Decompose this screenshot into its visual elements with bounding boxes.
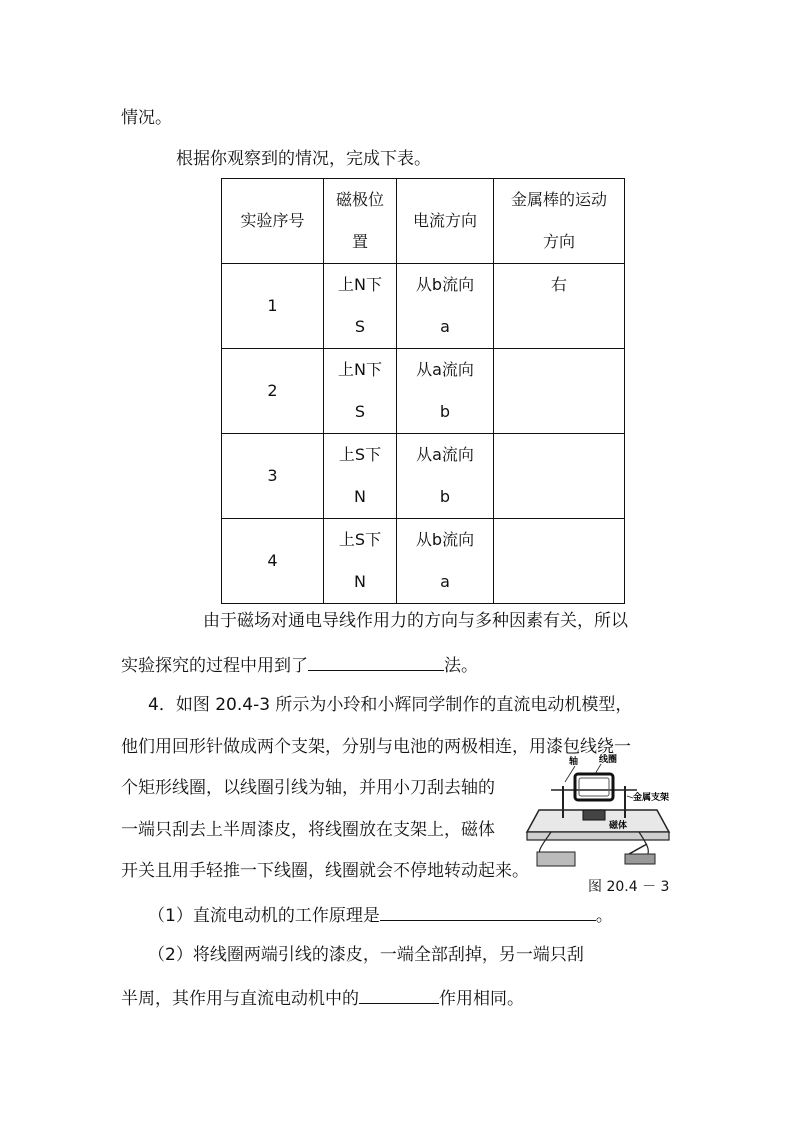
table-cell[interactable] bbox=[494, 349, 625, 434]
text-para1-line2-b: 法。 bbox=[444, 656, 478, 676]
text-q4-line5: 开关且用手轻推一下线圈，线圈就会不停地转动起来。 bbox=[121, 861, 529, 881]
header-cell: 金属棒的运动 方向 bbox=[494, 179, 625, 264]
text-q4-line2: 他们用回形针做成两个支架，分别与电池的两极相连，用漆包线绕一 bbox=[121, 737, 631, 757]
answer-blank-method[interactable] bbox=[308, 652, 444, 671]
text-q4-sub1 bbox=[148, 902, 613, 927]
text-instruction: 根据你观察到的情况，完成下表。 bbox=[176, 149, 431, 169]
table-cell: 右 bbox=[494, 264, 625, 349]
table-cell: 从a流向 b bbox=[397, 434, 494, 519]
text-q4-line3: 个矩形线圈，以线圈引线为轴，并用小刀刮去轴的 bbox=[121, 778, 495, 798]
text-q4-sub2-line2-b: 作用相同。 bbox=[439, 989, 524, 1009]
table-cell[interactable] bbox=[494, 434, 625, 519]
label-axis: 轴 bbox=[569, 757, 579, 767]
table-row bbox=[222, 519, 625, 604]
table-cell: 从b流向 a bbox=[397, 519, 494, 604]
text-q4-sub1-a: （1）直流电动机的工作原理是 bbox=[148, 906, 380, 926]
table-cell: 上S下 N bbox=[324, 519, 397, 604]
text-para1-line2-a: 实验探究的过程中用到了 bbox=[121, 656, 308, 676]
text-q4-sub2-line2 bbox=[121, 985, 524, 1010]
switch-lever bbox=[629, 844, 647, 854]
text-para1-line1: 由于磁场对通电导线作用力的方向与多种因素有关，所以 bbox=[203, 611, 628, 631]
dc-motor-figure bbox=[521, 752, 674, 878]
table-cell: 2 bbox=[222, 349, 324, 434]
battery bbox=[537, 852, 575, 866]
table-row bbox=[222, 434, 625, 519]
figure-caption: 图 20.4 － 3 bbox=[588, 879, 670, 895]
switch bbox=[625, 854, 655, 864]
text-q4-sub2-line1: （2）将线圈两端引线的漆皮，一端全部刮掉，另一端只刮 bbox=[148, 945, 584, 965]
table-cell: 上N下 S bbox=[324, 264, 397, 349]
coil-inner bbox=[579, 778, 609, 796]
table-cell: 上N下 S bbox=[324, 349, 397, 434]
label-coil: 线圈 bbox=[599, 755, 618, 765]
header-cell: 磁极位 置 bbox=[324, 179, 397, 264]
header-cell: 电流方向 bbox=[397, 179, 494, 264]
text-q4-sub1-b: 。 bbox=[595, 906, 613, 926]
answer-blank-principle[interactable] bbox=[380, 902, 596, 921]
text-q4-line1: 4．如图 20.4-3 所示为小玲和小辉同学制作的直流电动机模型， bbox=[148, 695, 633, 715]
table-cell: 从b流向 a bbox=[397, 264, 494, 349]
table-cell: 上S下 N bbox=[324, 434, 397, 519]
table-cell: 3 bbox=[222, 434, 324, 519]
table-cell: 从a流向 b bbox=[397, 349, 494, 434]
table-header-row bbox=[222, 179, 625, 264]
table-cell[interactable] bbox=[494, 519, 625, 604]
experiment-table bbox=[221, 178, 625, 604]
text-para1-line2 bbox=[121, 652, 478, 677]
magnet bbox=[583, 810, 605, 820]
text-intro-end: 情况。 bbox=[121, 108, 172, 128]
table-cell: 4 bbox=[222, 519, 324, 604]
table-row bbox=[222, 264, 625, 349]
label-magnet: 磁体 bbox=[609, 821, 628, 831]
header-cell: 实验序号 bbox=[222, 179, 324, 264]
answer-blank-component[interactable] bbox=[359, 985, 439, 1004]
table-cell: 1 bbox=[222, 264, 324, 349]
text-q4-line4: 一端只刮去上半周漆皮，将线圈放在支架上，磁体 bbox=[121, 820, 495, 840]
table-row bbox=[222, 349, 625, 434]
text-q4-sub2-line2-a: 半周，其作用与直流电动机中的 bbox=[121, 989, 359, 1009]
label-bracket: 金属支架 bbox=[633, 793, 670, 803]
